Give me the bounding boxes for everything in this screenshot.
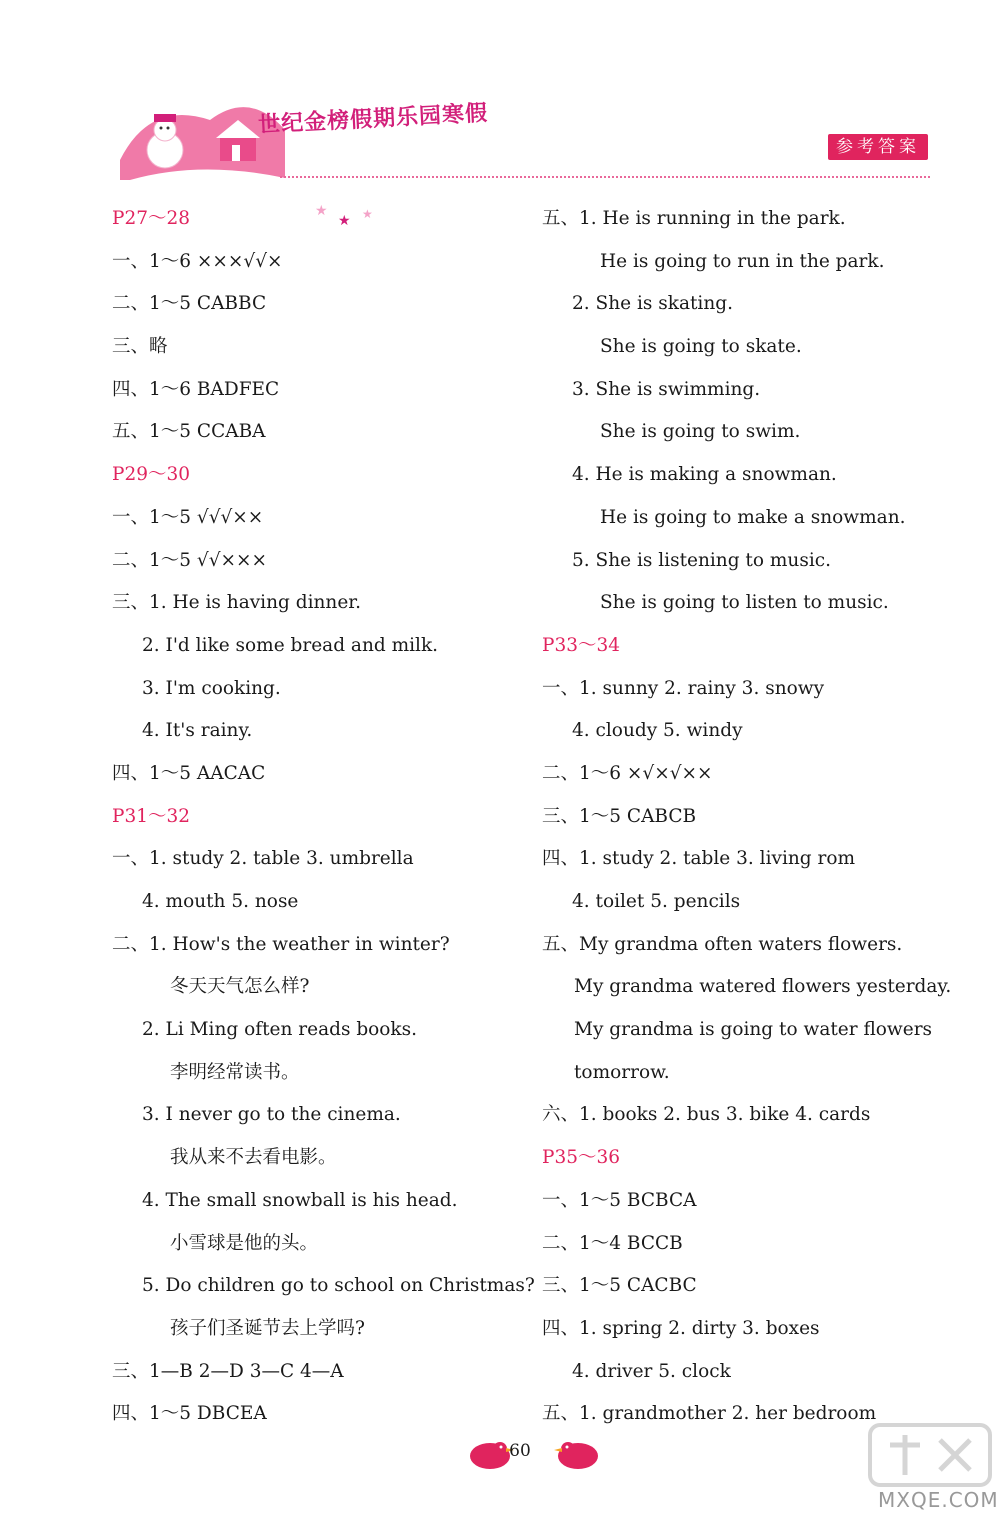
answer-line: 四、1. study 2. table 3. living rom [542,848,856,870]
right-answer-column [542,198,952,1436]
answer-line: 二、1～5 CABBC [112,293,267,315]
watermark-text: MXQE.COM [878,1488,999,1512]
series-title: 世纪金榜假期乐园寒假 [257,100,489,138]
answer-line: 4. driver 5. clock [572,1360,731,1382]
answer-line: 三、1. He is having dinner. [112,592,361,614]
answer-line: 一、1～6 ×××√√× [112,250,283,272]
answer-line: 4. He is making a snowman. [572,464,837,486]
answer-line: 五、1. grandmother 2. her bedroom [542,1403,877,1425]
answer-line: My grandma watered flowers yesterday. [574,976,952,998]
answer-key-badge: 参考答案 [828,134,928,160]
answer-line: 二、1～6 ×√×√×× [542,762,713,784]
answer-line: He is going to make a snowman. [600,506,906,528]
answer-line: tomorrow. [574,1061,670,1083]
section-heading: P27～28 [112,208,191,229]
answer-line: 二、1～4 BCCB [542,1232,683,1254]
answer-line: 孩子们圣诞节去上学吗? [170,1317,365,1339]
answer-line: 李明经常读书。 [170,1061,300,1083]
answer-line: 四、1. spring 2. dirty 3. boxes [542,1317,820,1339]
answer-line: 一、1～5 BCBCA [542,1189,697,1211]
answer-line: 4. toilet 5. pencils [572,891,741,912]
svg-text:★: ★ [338,213,351,229]
section-heading: P33～34 [542,634,621,656]
answer-line: She is going to listen to music. [600,592,889,614]
answer-line: 三、1—B 2—D 3—C 4—A [112,1360,344,1382]
left-answer-column [112,198,535,1436]
answer-line: 4. It's rainy. [142,720,253,742]
answer-line: 4. cloudy 5. windy [572,720,743,742]
answer-line: 三、1～5 CACBC [542,1275,697,1297]
answer-line: 一、1～5 √√√×× [112,506,264,528]
answer-line: He is going to run in the park. [600,250,885,272]
page-number: 60 [509,1441,531,1461]
answer-line: 一、1. sunny 2. rainy 3. snowy [542,677,825,699]
answer-line: 2. I'd like some bread and milk. [142,634,439,656]
answer-line: She is going to swim. [600,421,801,443]
answer-line: 四、1～5 DBCEA [112,1403,267,1425]
section-heading: P29～30 [112,464,191,486]
answer-line: 2. Li Ming often reads books. [142,1019,418,1041]
answer-line: 2. She is skating. [572,293,733,315]
svg-text:★: ★ [315,203,328,219]
answer-line: 5. She is listening to music. [572,549,831,571]
page-footer [0,1428,1000,1488]
answer-line: 二、1. How's the weather in winter? [112,933,450,955]
section-heading: P35～36 [542,1147,621,1169]
answer-line: 3. I'm cooking. [142,677,281,699]
answer-line: 五、1. He is running in the park. [542,208,846,229]
answer-line: 小雪球是他的头。 [170,1232,319,1254]
answer-line: 4. mouth 5. nose [142,891,299,912]
answer-line: 三、1～5 CABCB [542,805,697,827]
answer-line: My grandma is going to water flowers [574,1019,933,1041]
answer-line: 冬天天气怎么样? [170,976,310,998]
answer-line: 五、1～5 CCABA [112,421,266,443]
answer-line: 四、1～5 AACAC [112,762,266,784]
answer-line: 六、1. books 2. bus 3. bike 4. cards [542,1104,871,1126]
answer-line: 3. I never go to the cinema. [142,1104,401,1126]
answer-line: 三、略 [112,336,168,358]
section-heading: P31～32 [112,805,191,827]
answer-line: 4. The small snowball is his head. [142,1189,458,1211]
bird-right-icon [548,1434,608,1474]
answer-line: 一、1. study 2. table 3. umbrella [112,848,414,870]
answer-line: 我从来不去看电影。 [170,1147,337,1169]
answer-line: 3. She is swimming. [572,378,761,400]
answer-line: She is going to skate. [600,336,802,358]
answer-line: 五、My grandma often waters flowers. [542,933,903,955]
header-divider [280,176,930,178]
answer-line: 5. Do children go to school on Christmas? [142,1275,535,1297]
answer-line: 四、1～6 BADFEC [112,378,280,400]
svg-text:★: ★ [362,207,373,221]
answer-line: 二、1～5 √√××× [112,549,268,571]
